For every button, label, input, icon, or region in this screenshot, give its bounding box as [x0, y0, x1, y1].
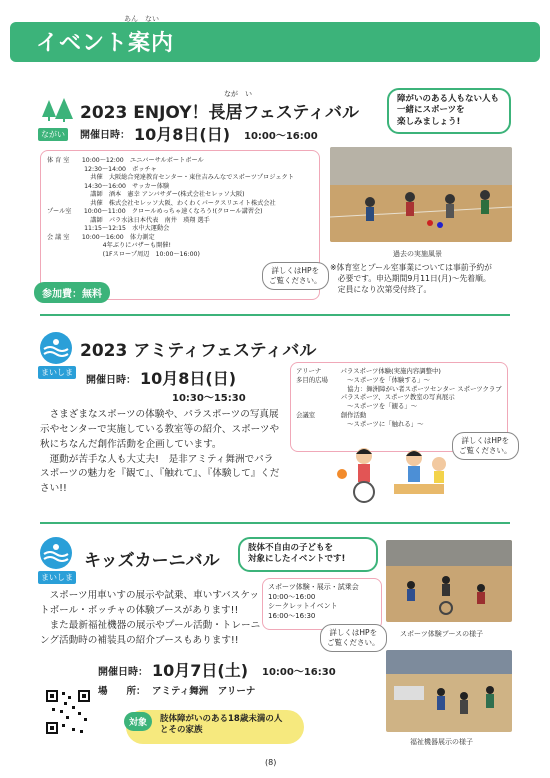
- logo-label-nagai: ながい: [38, 128, 68, 141]
- event3-schedule: スポーツ体験・展示・試乗会 10:00〜16:00 シークレットイベント 16:00〜16:30: [268, 583, 359, 620]
- event1-hp-cloud[interactable]: 詳しくはHPを ご覧ください。: [262, 262, 329, 290]
- event2-title: 2023 アミティフェスティバル: [80, 341, 317, 361]
- event1-date: 10月8日(日): [134, 125, 231, 144]
- page-title: イベント案内: [36, 31, 175, 56]
- divider-2: [40, 522, 510, 524]
- header-ruby: あん ない: [124, 15, 159, 23]
- event1-date-prefix: 開催日時：: [80, 130, 130, 141]
- target-label: 対象: [124, 712, 152, 731]
- event3-photo-booth-caption: スポーツ体験ブースの様子: [400, 630, 484, 638]
- fee-badge: 参加費：無料: [34, 282, 110, 303]
- event3-speech-bubble: 肢体不自由の子どもを 対象にしたイベントです!: [238, 537, 378, 572]
- event3-photo-equipment: [386, 650, 512, 732]
- event1-schedule: 体 育 室 10:00〜12:00 ユニバーサルボートボール 12:30〜14:00 ボッチャ 共催 大阪総合発達教育センター・東住吉みんなでスポーツプロジェクト 14:30〜16:00 サッカー体験 講師 酒本 憲幸 アンバサダー(株式会社セレッソ大阪) 共催 株式会社セレッソ大阪、わくわくパークスリエイト株式会社 プール室 10:00〜11:00 クロールめっちゃ速くなろう!(クロール講習会) 講師 パラ水泳日本代表 南井 瑛翔 選手 11:15〜12:15 水中大運動会 会 議 室 10:00〜16:00 体力測定 4年ぶりにバザーも開催! (1Fスロープ周辺 10:00〜16:00): [47, 157, 294, 259]
- event3-body: スポーツ用車いすの展示や試乗、車いすバスケットボール・ボッチャの体験ブースがあります!! また最新福祉機器の展示やプール活動・トレーニング活動時の補装具の紹介ブースもあります!!: [40, 590, 261, 646]
- event1-time: 10:00〜16:00: [244, 131, 318, 142]
- logo-label-maishima-2: まいしま: [38, 571, 76, 584]
- event3-venue: アミティ舞洲 アリーナ: [152, 686, 256, 697]
- qr-code-icon[interactable]: [44, 688, 92, 736]
- event3-date-prefix: 開催日時：: [98, 667, 148, 678]
- event1-title: 2023 ENJOY！長居フェスティバル: [80, 103, 360, 123]
- target-text: 肢体障がいのある18歳未満の人 とその家族: [160, 714, 283, 736]
- event1-photo-caption: 過去の実施風景: [393, 250, 442, 258]
- event3-date: 10月7日(土): [152, 661, 249, 680]
- event2-hp-cloud[interactable]: 詳しくはHPを ご覧ください。: [452, 432, 519, 460]
- event3-photo-equipment-caption: 福祉機器展示の様子: [410, 738, 473, 746]
- event3-time: 10:00〜16:30: [262, 667, 336, 678]
- event2-time: 10:30〜15:30: [172, 393, 246, 404]
- event1-photo: [330, 147, 512, 242]
- page-number: (8): [265, 758, 277, 767]
- event2-date-prefix: 開催日時：: [86, 375, 136, 386]
- event3-title: キッズカーニバル: [84, 551, 220, 571]
- tree-logo-icon: [40, 97, 74, 131]
- maishima-wave-logo-icon: [40, 332, 72, 364]
- event3-photo-booth: [386, 540, 512, 622]
- children-illustration: [334, 444, 454, 508]
- event2-date: 10月8日(日): [140, 369, 237, 388]
- event2-body: さまざまなスポーツの体験や、パラスポーツの写真展示やセンターで実施している教室等の紹介、スポーツや秋にちなんだ創作活動を企画しています。 運動が苦手な人も大丈夫! 是非アミティ舞洲でパラスポーツの魅力を『観て』、『触れて』、『体験して』ください!!: [40, 409, 280, 495]
- event1-speech-bubble: 障がいのある人もない人も 一緒にスポーツを 楽しみましょう!: [387, 88, 511, 134]
- event3-hp-cloud[interactable]: 詳しくはHPを ご覧ください。: [320, 624, 387, 652]
- maishima-wave-logo-icon-2: [40, 537, 72, 569]
- event2-schedule: アリーナ パラスポーツ体験(実施内容調整中) 多目的広場 〜スポーツを「体験する」〜 協力：舞洲障がい者スポーツセンター スポーツクラブ パラスポーツ、スポーツ教室の写真展示 〜スポーツを「観る」〜 会議室 創作活動 〜スポーツに「触れる」〜: [296, 367, 502, 428]
- divider-1: [40, 314, 510, 316]
- event1-note: ※体育室とプール室事業については事前予約が 必要です。申込期間9月11日(月)〜先着順。 定員になり次第受付終了。: [330, 263, 492, 294]
- title-ruby: なが い: [224, 90, 252, 98]
- event3-venue-label: 場 所：: [98, 686, 146, 697]
- logo-label-maishima: まいしま: [38, 366, 76, 379]
